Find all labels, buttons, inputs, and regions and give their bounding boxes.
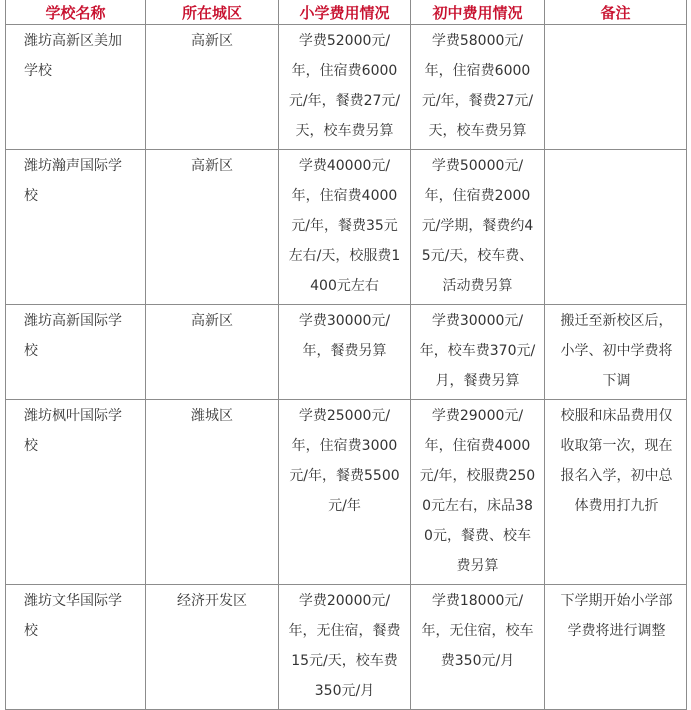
note-cell — [545, 25, 687, 150]
middle-fee-cell: 学费18000元/年，无住宿，校车费350元/月 — [411, 585, 545, 710]
table-body — [6, 25, 687, 710]
primary-fee-cell: 学费25000元/年，住宿费3000元/年，餐费5500元/年 — [279, 400, 411, 585]
header-primary-fees: 小学费用情况 — [279, 0, 411, 25]
note-cell — [545, 150, 687, 305]
district-cell: 高新区 — [146, 150, 279, 305]
school-name-cell: 潍坊高新国际学校 — [6, 305, 146, 400]
header-middle-fees: 初中费用情况 — [411, 0, 545, 25]
primary-fee-cell: 学费20000元/年，无住宿，餐费15元/天，校车费350元/月 — [279, 585, 411, 710]
header-notes: 备注 — [545, 0, 687, 25]
primary-fee-cell: 学费40000元/年，住宿费4000元/年，餐费35元左右/天，校服费1400元左右 — [279, 150, 411, 305]
school-name-cell: 潍坊文华国际学校 — [6, 585, 146, 710]
header-district: 所在城区 — [146, 0, 279, 25]
table-header — [6, 0, 687, 25]
table-row — [6, 305, 687, 400]
note-cell: 校服和床品费用仅收取第一次，现在报名入学，初中总体费用打九折 — [545, 400, 687, 585]
note-cell: 搬迁至新校区后，小学、初中学费将下调 — [545, 305, 687, 400]
district-cell: 高新区 — [146, 305, 279, 400]
school-name-cell: 潍坊高新区美加学校 — [6, 25, 146, 150]
middle-fee-cell: 学费30000元/年，校车费370元/月，餐费另算 — [411, 305, 545, 400]
header-school-name: 学校名称 — [6, 0, 146, 25]
middle-fee-cell: 学费29000元/年，住宿费4000元/年，校服费2500元左右，床品380元，餐费、校车费另算 — [411, 400, 545, 585]
header-row — [6, 0, 687, 25]
middle-fee-cell: 学费50000元/年，住宿费2000元/学期，餐费约45元/天，校车费、活动费另算 — [411, 150, 545, 305]
school-fee-table — [5, 0, 687, 710]
middle-fee-cell: 学费58000元/年，住宿费6000元/年，餐费27元/天，校车费另算 — [411, 25, 545, 150]
note-cell: 下学期开始小学部学费将进行调整 — [545, 585, 687, 710]
district-cell: 高新区 — [146, 25, 279, 150]
district-cell: 经济开发区 — [146, 585, 279, 710]
table-row — [6, 150, 687, 305]
table-row — [6, 25, 687, 150]
primary-fee-cell: 学费30000元/年，餐费另算 — [279, 305, 411, 400]
school-name-cell: 潍坊瀚声国际学校 — [6, 150, 146, 305]
district-cell: 潍城区 — [146, 400, 279, 585]
table-row — [6, 400, 687, 585]
school-name-cell: 潍坊枫叶国际学校 — [6, 400, 146, 585]
primary-fee-cell: 学费52000元/年，住宿费6000元/年，餐费27元/天，校车费另算 — [279, 25, 411, 150]
